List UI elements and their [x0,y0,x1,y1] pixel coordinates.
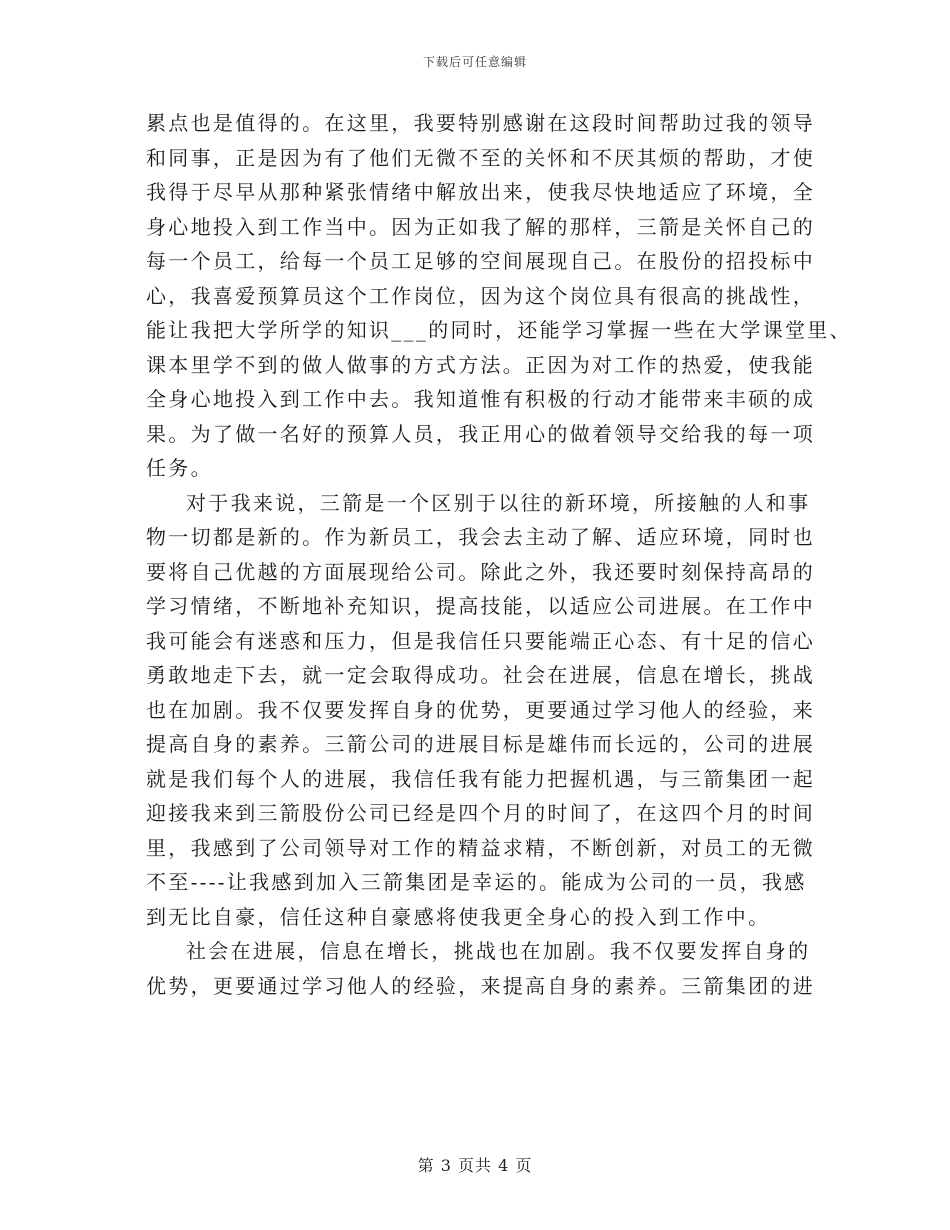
text-line: 和同事，正是因为有了他们无微不至的关怀和不厌其烦的帮助，才使 [146,145,815,170]
text-line: 每一个员工，给每一个员工足够的空间展现自己。在股份的招投标中 [146,249,815,273]
text-line: 不至----让我感到加入三箭集团是幸运的。能成为公司的一员，我感 [146,870,807,894]
text-line: 物一切都是新的。作为新员工，我会去主动了解、适应环境，同时也 [146,525,815,549]
text-line: 学习情绪，不断地补充知识，提高技能，以适应公司进展。在工作中 [146,594,815,618]
paragraph-start-line: 社会在进展，信息在增长，挑战也在加剧。我不仅要发挥自身的 [186,939,811,963]
text-line: 到无比自豪，信任这种自豪感将使我更全身心的投入到工作中。 [146,904,771,929]
text-line: 心，我喜爱预算员这个工作岗位，因为这个岗位具有很高的挑战性， [146,283,815,308]
text-line: 身心地投入到工作当中。因为正如我了解的那样，三箭是关怀自己的 [146,214,815,239]
text-line: 优势，更要通过学习他人的经验，来提高自身的素养。三箭集团的进 [146,973,815,998]
page-footer: 第 3 页共 4 页 [417,1156,533,1175]
document-body [146,106,852,1003]
text-line: 要将自己优越的方面展现给公司。除此之外，我还要时刻保持高昂的 [146,559,815,584]
text-line: 我得于尽早从那种紧张情绪中解放出来，使我尽快地适应了环境，全 [146,180,815,204]
paragraph-start-line: 对于我来说，三箭是一个区别于以往的新环境，所接触的人和事 [186,490,811,515]
text-line: 全身心地投入到工作中去。我知道惟有积极的行动才能带来丰硕的成 [146,387,815,411]
text-line: 课本里学不到的做人做事的方式方法。正因为对工作的热爱，使我能 [146,352,815,377]
text-line: 我可能会有迷惑和压力，但是我信任只要能端正心态、有十足的信心 [146,628,815,653]
text-line: 累点也是值得的。在这里，我要特别感谢在这段时间帮助过我的领导 [146,111,815,135]
text-line: 也在加剧。我不仅要发挥自身的优势，更要通过学习他人的经验，来 [146,697,815,722]
text-line: 提高自身的素养。三箭公司的进展目标是雄伟而长远的，公司的进展 [146,732,815,756]
text-line: 勇敢地走下去，就一定会取得成功。社会在进展，信息在增长，挑战 [146,663,815,687]
text-line: 果。为了做一名好的预算人员，我正用心的做着领导交给我的每一项 [146,421,815,446]
text-line: 迎接我来到三箭股份公司已经是四个月的时间了，在这四个月的时间 [146,801,815,825]
text-line: 就是我们每个人的进展，我信任我有能力把握机遇，与三箭集团一起 [146,766,815,791]
text-line: 能让我把大学所学的知识___的同时，还能学习掌握一些在大学课堂里、 [146,318,852,342]
text-line: 里，我感到了公司领导对工作的精益求精，不断创新，对员工的无微 [146,835,815,860]
page-header: 下载后可任意编辑 [422,55,527,69]
text-line: 任务。 [146,456,213,480]
